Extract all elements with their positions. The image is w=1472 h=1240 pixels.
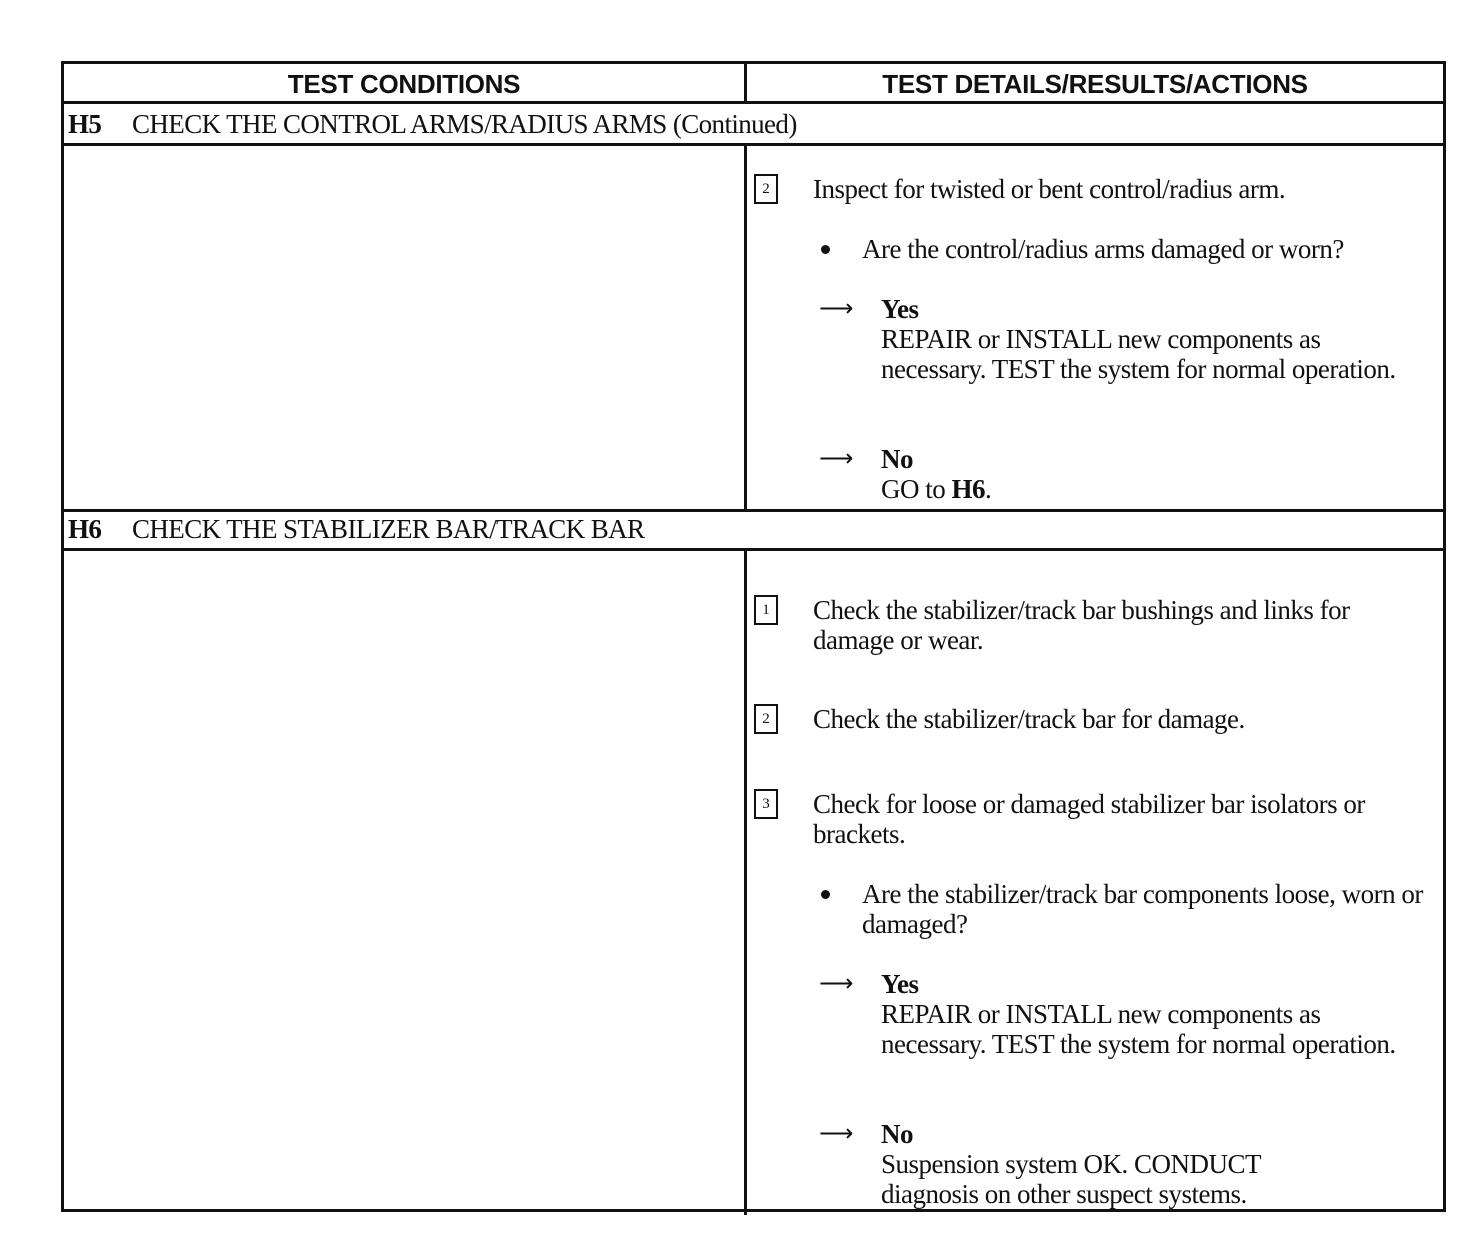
- header-test-details: TEST DETAILS/RESULTS/ACTIONS: [882, 68, 1308, 99]
- no-action-ref: H6: [951, 474, 986, 504]
- yes-action-text: REPAIR or INSTALL new components as necessary. TEST the system for normal operation.: [881, 324, 1396, 384]
- step-number-box: 1: [754, 595, 778, 625]
- step-text: Inspect for twisted or bent control/radius arm.: [813, 174, 1286, 204]
- right-arrow-icon: ⟶: [819, 294, 854, 322]
- column-divider: [744, 551, 747, 1215]
- yes-label: Yes: [881, 969, 919, 999]
- step-number-box: 3: [754, 789, 778, 819]
- yes-action-text: REPAIR or INSTALL new components as necessary. TEST the system for normal operation.: [881, 999, 1396, 1059]
- section-title-text: CHECK THE STABILIZER BAR/TRACK BAR: [132, 513, 645, 544]
- step-text: Check the stabilizer/track bar for damage.: [813, 704, 1245, 734]
- no-label: No: [881, 444, 913, 474]
- no-action-text: [881, 474, 991, 504]
- no-action-suffix: .: [985, 474, 992, 504]
- divider: [64, 101, 1443, 104]
- section-title-text: CHECK THE CONTROL ARMS/RADIUS ARMS (Continued): [132, 108, 797, 139]
- question-text: Are the stabilizer/track bar components loose, worn or damaged?: [862, 879, 1423, 939]
- bullet-icon: [821, 245, 830, 254]
- column-divider: [744, 64, 747, 104]
- right-arrow-icon: ⟶: [819, 444, 854, 472]
- section-h6-title: [64, 512, 1443, 546]
- step-text: Check for loose or damaged stabilizer bar isolators or brackets.: [813, 789, 1365, 849]
- section-code: H5: [68, 108, 102, 139]
- bullet-icon: [821, 890, 830, 899]
- diagnostic-table: [61, 61, 1446, 1212]
- no-action-text: Suspension system OK. CONDUCT diagnosis on other suspect systems.: [881, 1149, 1261, 1209]
- question-text: Are the control/radius arms damaged or worn?: [862, 234, 1344, 264]
- section-code: H6: [68, 513, 102, 544]
- right-arrow-icon: ⟶: [819, 1119, 854, 1147]
- no-action-prefix: GO to: [881, 474, 952, 504]
- yes-label: Yes: [881, 294, 919, 324]
- divider: [64, 143, 1443, 146]
- no-label: No: [881, 1119, 913, 1149]
- step-number-box: 2: [754, 174, 778, 204]
- divider: [64, 548, 1443, 551]
- section-h5-title: [64, 107, 1443, 141]
- right-arrow-icon: ⟶: [819, 969, 854, 997]
- step-number-box: 2: [754, 704, 778, 734]
- column-divider: [744, 146, 747, 509]
- header-test-conditions: TEST CONDITIONS: [287, 68, 521, 99]
- step-text: Check the stabilizer/track bar bushings and links for damage or wear.: [813, 595, 1350, 655]
